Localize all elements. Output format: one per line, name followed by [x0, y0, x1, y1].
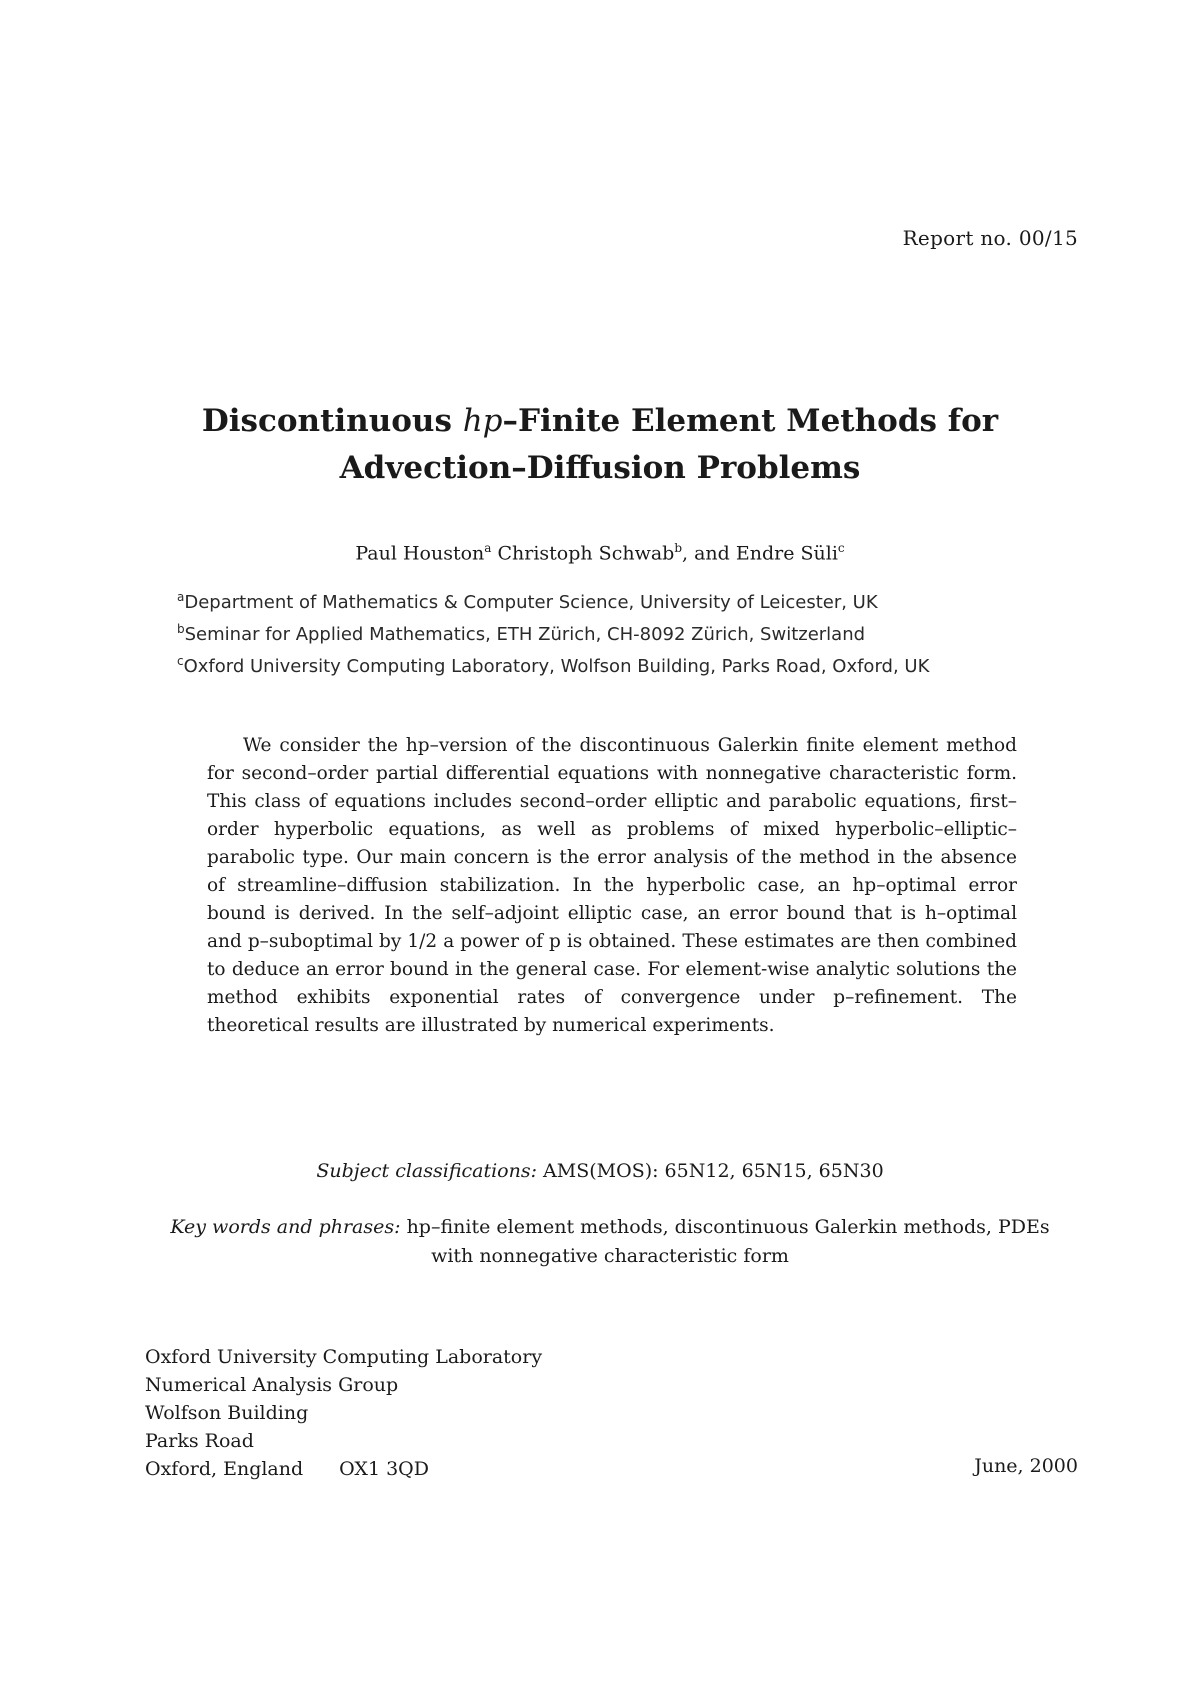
address-line-4: Parks Road [145, 1430, 254, 1452]
affiliation-c-text: Oxford University Computing Laboratory, Wolfson Building, Parks Road, Oxford, UK [183, 656, 930, 677]
subject-value: AMS(MOS): 65N12, 65N15, 65N30 [537, 1160, 884, 1182]
title-line-1-end: –Finite Element Methods for [502, 403, 999, 439]
author-2-mark: b [674, 541, 683, 555]
report-number: Report no. 00/15 [902, 226, 1078, 250]
keywords-label: Key words and phrases: [170, 1216, 401, 1238]
affiliation-c-mark: c [177, 654, 184, 668]
address-block [145, 1343, 565, 1483]
affiliation-b-mark: b [177, 622, 185, 636]
address-line-2: Numerical Analysis Group [145, 1374, 399, 1396]
author-1: Paul Houston [355, 542, 485, 565]
address-city: Oxford, England [145, 1458, 304, 1480]
address-line-3: Wolfson Building [145, 1402, 309, 1424]
affiliations [177, 584, 1077, 680]
author-3: , and Endre Süli [682, 542, 838, 565]
affiliation-c [177, 648, 1077, 680]
keywords [150, 1213, 1070, 1271]
publication-date: June, 2000 [974, 1455, 1078, 1477]
affiliation-a-mark: a [177, 590, 185, 604]
abstract: We consider the hp–version of the discontinuous Galerkin finite element method for second–order partial differential equations with nonnegative characteristic form. This class of equations includes second–order elliptic and parabolic equations, first–order hyperbolic equations, as well as problems of mixed hyperbolic–elliptic–parabolic type. Our main concern is the error analysis of the method in the absence of streamline–diffusion stabilization. In the hyperbolic case, an hp–optimal error bound is derived. In the self–adjoint elliptic case, an error bound that is h–optimal and p–suboptimal by 1/2 a power of p is obtained. These estimates are then combined to deduce an error bound in the general case. For element-wise analytic solutions the method exhibits exponential rates of convergence under p–refinement. The theoretical results are illustrated by numerical experiments. [207, 735, 1017, 1036]
author-3-mark: c [837, 541, 845, 555]
keywords-value: hp–finite element methods, discontinuous Galerkin methods, PDEs with nonnegative characteristic form [400, 1216, 1050, 1267]
address-line-5 [145, 1455, 565, 1483]
address-line-1: Oxford University Computing Laboratory [145, 1346, 543, 1368]
title-line-1-start: Discontinuous [201, 403, 463, 439]
paper-title [0, 398, 1200, 492]
title-italic-hp: hp [462, 403, 503, 439]
author-list [0, 541, 1200, 564]
author-2: Christoph Schwab [491, 542, 675, 565]
affiliation-b [177, 616, 1077, 648]
title-line-2: Advection–Diffusion Problems [339, 450, 861, 486]
affiliation-a-text: Department of Mathematics & Computer Science, University of Leicester, UK [184, 592, 878, 613]
affiliation-a [177, 584, 1077, 616]
address-postcode: OX1 3QD [339, 1458, 429, 1480]
subject-label: Subject classifications: [316, 1160, 538, 1182]
author-1-mark: a [484, 541, 492, 555]
subject-classifications [0, 1160, 1200, 1182]
affiliation-b-text: Seminar for Applied Mathematics, ETH Zürich, CH-8092 Zürich, Switzerland [184, 624, 866, 645]
title-line-1 [0, 398, 1200, 445]
